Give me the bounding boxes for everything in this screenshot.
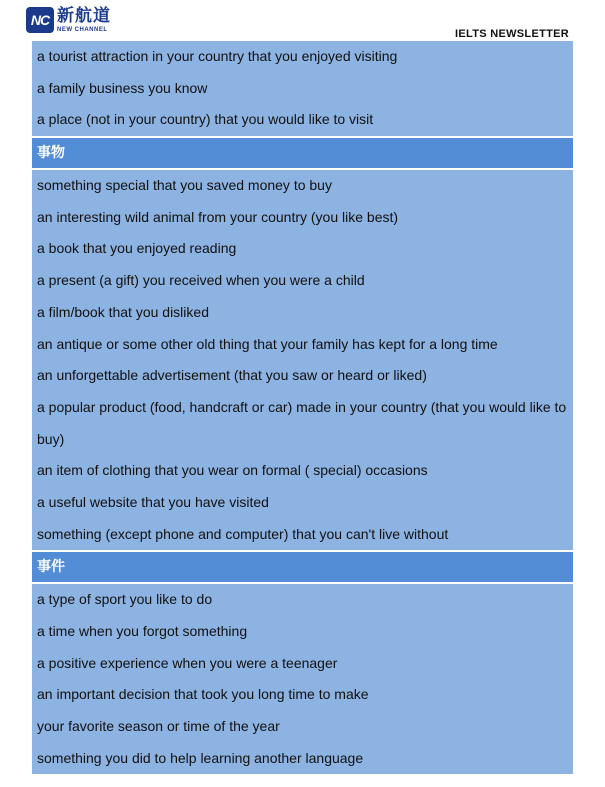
logo-text (57, 5, 111, 33)
logo-badge: NC (26, 7, 54, 33)
list-item: an item of clothing that you wear on formal ( special) occasions (37, 462, 428, 479)
logo-chinese-name: 新航道 (57, 5, 111, 26)
newsletter-title: IELTS NEWSLETTER (455, 28, 569, 40)
list-item: an antique or some other old thing that your family has kept for a long time (37, 335, 498, 352)
topic-list (32, 41, 573, 774)
list-item: something special that you saved money to buy (37, 177, 332, 194)
list-item: a popular product (food, handcraft or car) made in your country (that you would like to (37, 398, 567, 415)
list-item: something (except phone and computer) that you can't live without (37, 525, 449, 542)
list-item: your favorite season or time of the year (37, 718, 280, 735)
list-item: a place (not in your country) that you would like to visit (37, 111, 374, 128)
places-block (32, 41, 573, 136)
list-item: an important decision that took you long time to make (37, 686, 369, 703)
list-item: a positive experience when you were a teenager (37, 654, 338, 671)
list-item: a present (a gift) you received when you were a child (37, 272, 365, 289)
list-item: a useful website that you have visited (37, 493, 269, 510)
section-header-events: 事件 (32, 550, 573, 584)
brand-logo (26, 6, 111, 34)
list-item: a type of sport you like to do (37, 591, 213, 608)
list-item: a film/book that you disliked (37, 303, 209, 320)
list-item: something you did to help learning another language (37, 749, 364, 766)
list-item: an interesting wild animal from your country (you like best) (37, 208, 399, 225)
list-item: a tourist attraction in your country that you enjoyed visiting (37, 48, 398, 64)
list-item: a book that you enjoyed reading (37, 240, 237, 257)
events-block (32, 584, 573, 774)
things-block (32, 170, 573, 550)
list-item: an unforgettable advertisement (that you saw or heard or liked) (37, 367, 427, 384)
list-item: a time when you forgot something (37, 623, 248, 639)
logo-english-name: NEW CHANNEL (57, 26, 108, 33)
list-item: buy) (37, 430, 65, 447)
section-header-things: 事物 (32, 136, 573, 170)
list-item: a family business you know (37, 79, 208, 96)
